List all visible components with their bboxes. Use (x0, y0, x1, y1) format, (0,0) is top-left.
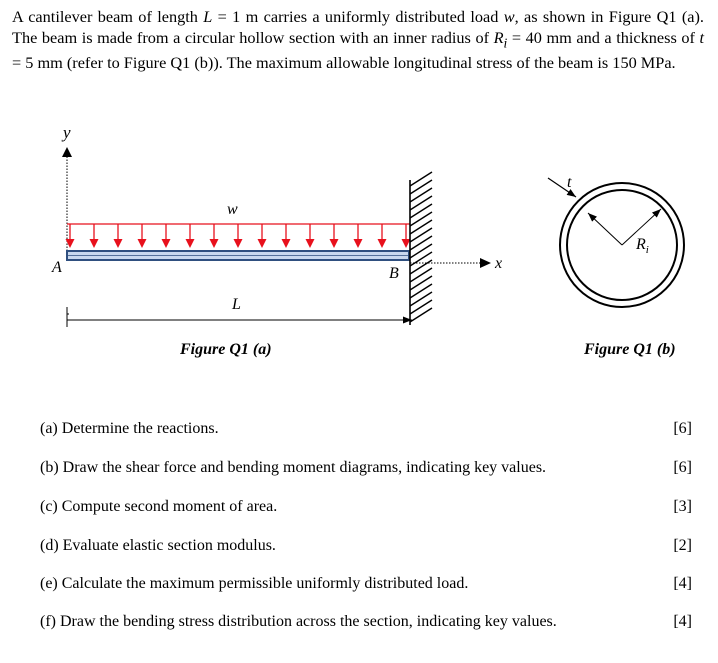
point-B-label: B (389, 265, 399, 282)
figure-q1a-caption: Figure Q1 (a) (180, 341, 272, 358)
load-arrowhead (186, 239, 195, 248)
wall-hatch-line (410, 268, 432, 282)
wall-hatch-line (410, 300, 432, 314)
question-text: (a) Determine the reactions. (40, 420, 219, 437)
load-arrows (66, 224, 411, 248)
wall-hatch-line (410, 308, 432, 322)
wall-hatch-line (410, 284, 432, 298)
figure-q1b (548, 174, 684, 307)
load-arrowhead (330, 239, 339, 248)
wall-hatch-line (410, 212, 432, 226)
radius-arrow-left (588, 213, 622, 245)
load-arrowhead (282, 239, 291, 248)
question-marks: [6] (673, 459, 692, 476)
thickness-leader (548, 178, 576, 197)
load-arrowhead (378, 239, 387, 248)
figure-q1a (51, 123, 502, 327)
length-label: L (232, 296, 241, 313)
question-marks: [6] (673, 420, 692, 437)
wall-hatch-line (410, 188, 432, 202)
wall-hatch-line (410, 292, 432, 306)
wall-hatch-line (410, 252, 432, 266)
wall-hatch-line (410, 228, 432, 242)
load-arrowhead (354, 239, 363, 248)
load-arrowhead (234, 239, 243, 248)
wall-hatch-line (410, 180, 432, 194)
wall-hatch-line (410, 220, 432, 234)
thickness-label: t (567, 174, 572, 191)
x-axis-label: x (495, 255, 503, 272)
point-A-label: A (52, 259, 62, 276)
load-arrowhead (306, 239, 315, 248)
figure-q1b-caption: Figure Q1 (b) (584, 341, 676, 358)
wall-hatch-line (410, 196, 432, 210)
load-arrowhead (402, 239, 411, 248)
load-arrowhead (114, 239, 123, 248)
load-label: w (227, 201, 238, 218)
load-arrowhead (258, 239, 267, 248)
wall-hatch-line (410, 204, 432, 218)
x-axis-arrowhead (480, 258, 491, 268)
load-arrowhead (162, 239, 171, 248)
question-marks: [3] (673, 498, 692, 515)
question-marks: [4] (673, 613, 692, 630)
wall-hatch-line (410, 276, 432, 290)
radius-label: $R_i$ (636, 236, 649, 256)
question-marks: [4] (673, 575, 692, 592)
load-arrowhead (90, 239, 99, 248)
question-text: (d) Evaluate elastic section modulus. (40, 537, 276, 554)
question-text: (f) Draw the bending stress distribution across the section, indicating key values. (40, 613, 557, 630)
wall-hatch-line (410, 260, 432, 274)
y-axis-label: y (63, 123, 71, 142)
wall-hatch-line (410, 236, 432, 250)
question-text: (c) Compute second moment of area. (40, 498, 278, 515)
load-arrowhead (138, 239, 147, 248)
question-text: (e) Calculate the maximum permissible uniformly distributed load. (40, 575, 469, 592)
problem-statement: A cantilever beam of length L = 1 m carries a uniformly distributed load w, as shown in Figure Q1 (a). The beam is made from a circular hollow section with an inner radius of $R_i = 40$ mm and a thickness of t = 5 mm (refer to Figure Q1 (b)). The maximum allowable longitudinal stress of the beam is 150 MPa. (12, 7, 705, 73)
question-marks: [2] (673, 537, 692, 554)
y-axis-arrowhead (62, 147, 72, 157)
wall-hatch-line (410, 172, 432, 186)
load-arrowhead (210, 239, 219, 248)
wall-hatch-line (410, 244, 432, 258)
question-text: (b) Draw the shear force and bending moment diagrams, indicating key values. (40, 459, 547, 476)
wall-hatching (410, 172, 432, 322)
